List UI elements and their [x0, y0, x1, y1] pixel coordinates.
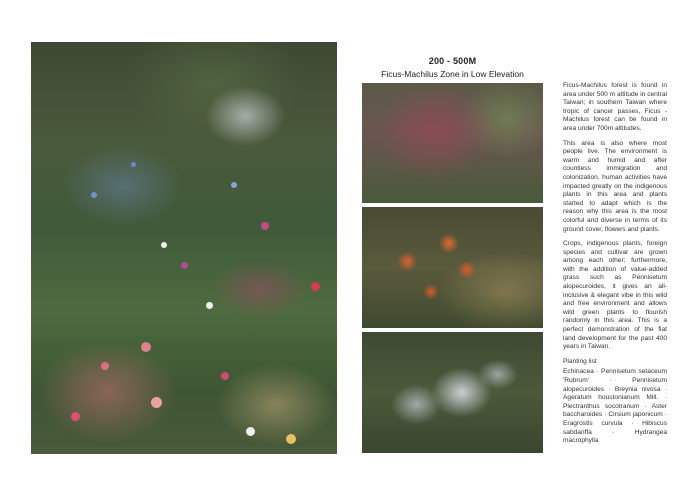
flower-dot — [161, 242, 167, 248]
section-heading — [362, 56, 543, 79]
flower-dot — [206, 302, 213, 309]
flower-dot — [71, 412, 80, 421]
elevation-range: 200 - 500M — [428, 56, 477, 66]
echinacea-photo — [362, 207, 543, 328]
flower-dot — [286, 434, 296, 444]
flower-dot — [151, 397, 162, 408]
main-garden-photo — [31, 42, 337, 454]
flower-dot — [181, 262, 188, 269]
fountain-grass-photo — [362, 83, 543, 203]
flower-dot — [221, 372, 229, 380]
flower-dot — [101, 362, 109, 370]
flower-dot — [311, 282, 320, 291]
paragraph-2: This area is also where most people live. The environment is warm and humid and after countless immigration and colonization, human activities have impacted greatly on the indigenous plants in this area and plants started to adapt which is the reason why this area is the most colorful and diverse in terms of its ground cover, flowers and plants. — [563, 139, 667, 233]
flower-dot — [141, 342, 151, 352]
flower-dot — [246, 427, 255, 436]
flower-dot — [261, 222, 269, 230]
description-column — [563, 82, 667, 452]
paragraph-1: Ficus-Machilus forest is found in area under 500 m altitude in central Taiwan; in southern Taiwan where tropic of cancer passes, Ficus - Machilus forest can be found in area under 700m altitudes. — [563, 82, 667, 132]
planting-list: Echinacea · Pennisetum setaceum 'Rubrum' · Pennisetum alopecuroides · Breynia nivosa · Ageratum houstonianum Mill. · Plectranthus socotranum · Aster baccharoides · Cirsium japonicum · Eragrostis curvula · Hibiscus sabdariffa · Hydrangea macrophylla — [563, 368, 667, 445]
flower-dot — [131, 162, 136, 167]
flower-dot — [91, 192, 97, 198]
zone-title: Ficus-Machilus Zone in Low Elevation — [381, 69, 524, 79]
ageratum-photo — [362, 332, 543, 453]
flower-dot — [231, 182, 237, 188]
planting-list-title: Planting list — [563, 357, 597, 365]
paragraph-3: Crops, indigenous plants, foreign species and cultivar are grown among each other; furthermore, with the addition of value-added grass such as Pennisetum alopecuroides, it gives an all-inclusive & elegant vibe in this wild and free environment and allows wild green plants to flourish randomly in this area. This is a perfect demonstration of the flat land development for the past 400 years in Taiwan. — [563, 240, 667, 351]
